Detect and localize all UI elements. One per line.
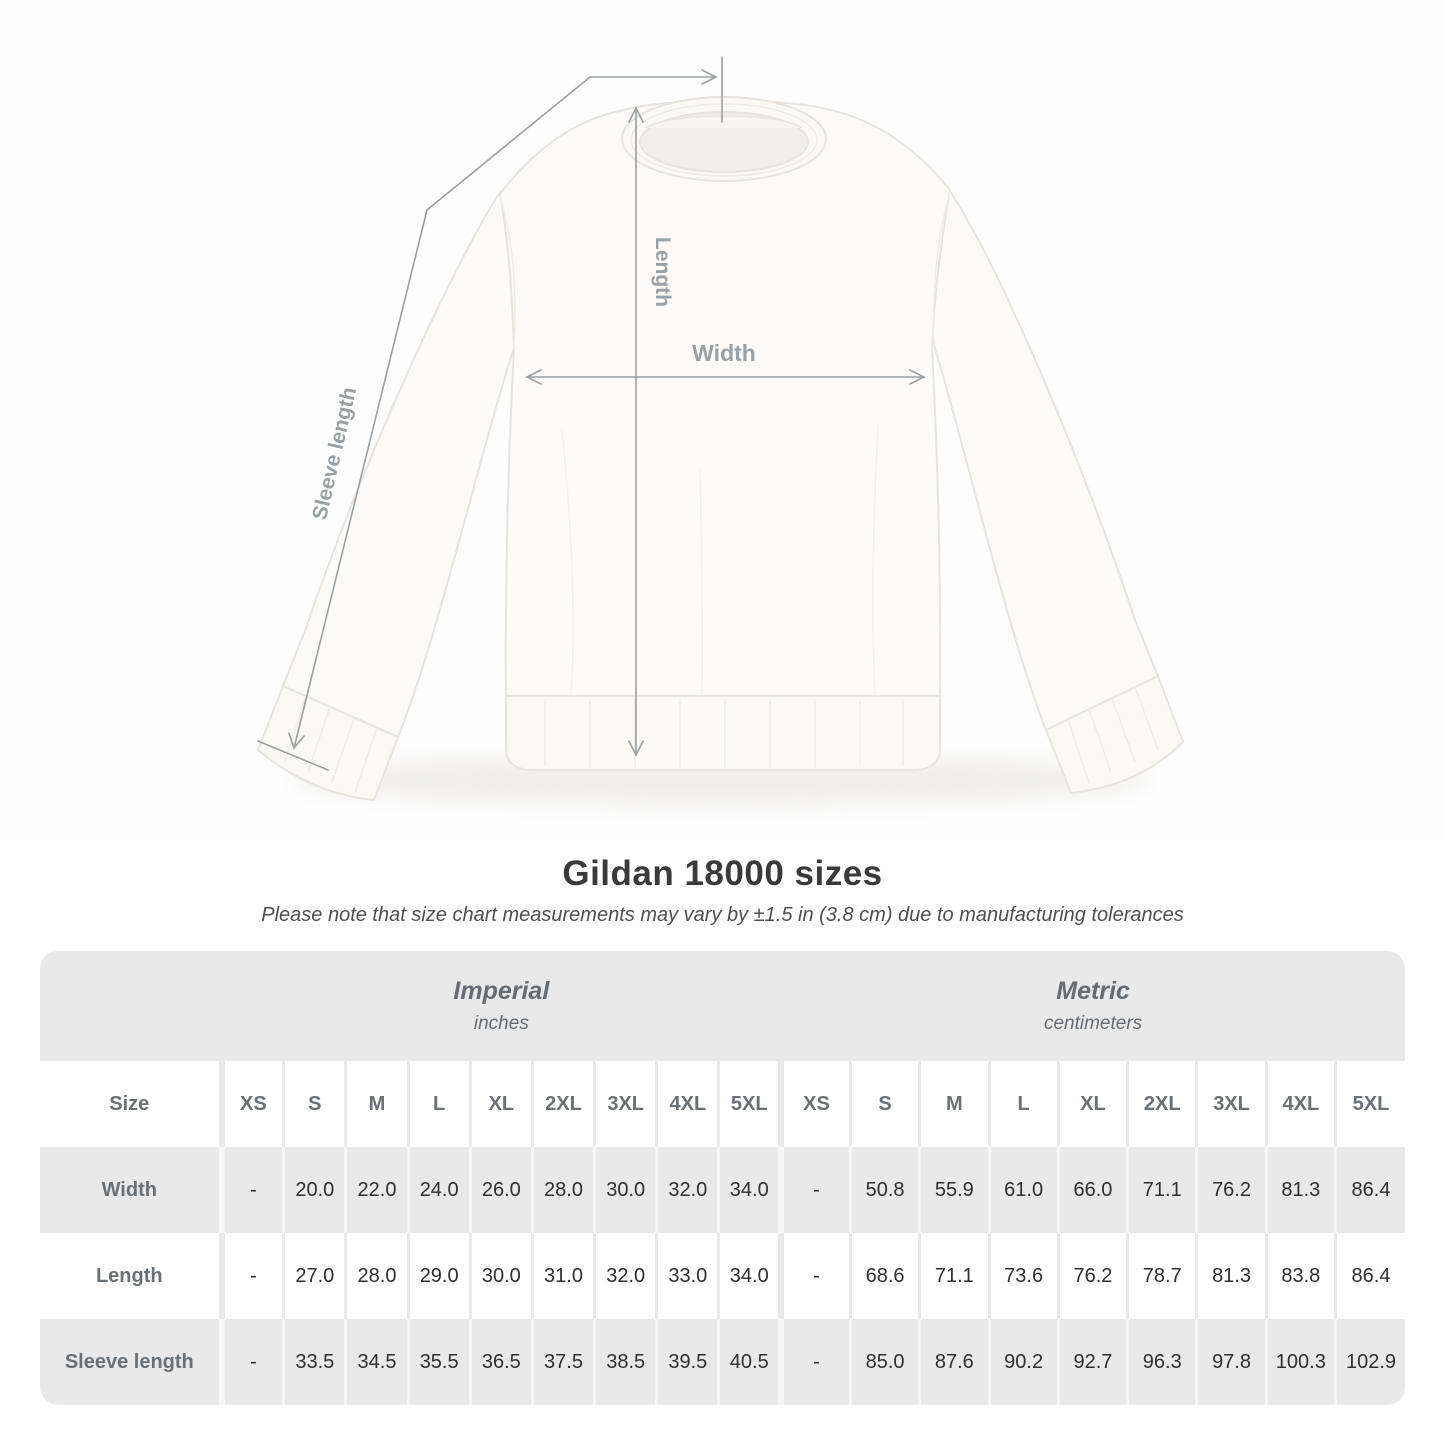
table-cell: 39.5 — [657, 1319, 719, 1405]
size-header-metric-4xl: 4XL — [1266, 1061, 1335, 1147]
table-cell: 32.0 — [595, 1233, 657, 1319]
size-header-imperial-5xl: 5XL — [719, 1061, 781, 1147]
metric-label: Metric — [1056, 977, 1130, 1005]
size-header-metric-2xl: 2XL — [1128, 1061, 1197, 1147]
table-cell: 81.3 — [1197, 1233, 1266, 1319]
size-header-imperial-2xl: 2XL — [532, 1061, 594, 1147]
table-cell: 78.7 — [1128, 1233, 1197, 1319]
table-cell: 68.6 — [850, 1233, 919, 1319]
table-cell: 32.0 — [657, 1147, 719, 1233]
table-cell: 71.1 — [920, 1233, 989, 1319]
table-cell: 20.0 — [284, 1147, 346, 1233]
row-label: Width — [40, 1147, 222, 1233]
sweatshirt-illustration — [258, 97, 1183, 800]
table-cell: 29.0 — [408, 1233, 470, 1319]
table-cell: 55.9 — [920, 1147, 989, 1233]
table-row — [40, 1147, 1405, 1233]
size-header-imperial-4xl: 4XL — [657, 1061, 719, 1147]
metric-unit: centimeters — [1043, 1013, 1143, 1034]
table-cell: 97.8 — [1197, 1319, 1266, 1405]
table-cell: - — [781, 1147, 850, 1233]
table-cell: - — [222, 1319, 284, 1405]
page-title: Gildan 18000 sizes — [562, 854, 883, 893]
size-table-container — [40, 951, 1405, 1405]
size-header-metric-xl: XL — [1058, 1061, 1127, 1147]
table-cell: - — [781, 1233, 850, 1319]
table-cell: 33.0 — [657, 1233, 719, 1319]
table-cell: 76.2 — [1197, 1147, 1266, 1233]
table-cell: 36.5 — [470, 1319, 532, 1405]
table-cell: 34.0 — [719, 1233, 781, 1319]
table-cell: 22.0 — [346, 1147, 408, 1233]
size-column-header: Size — [40, 1061, 222, 1147]
size-header-metric-3xl: 3XL — [1197, 1061, 1266, 1147]
row-label: Sleeve length — [40, 1319, 222, 1405]
table-cell: 81.3 — [1266, 1147, 1335, 1233]
table-cell: 37.5 — [532, 1319, 594, 1405]
page-subtitle: Please note that size chart measurements may vary by ±1.5 in (3.8 cm) due to manufacturing tolerances — [261, 904, 1184, 926]
left-sleeve — [283, 192, 519, 737]
table-cell: 102.9 — [1335, 1319, 1405, 1405]
table-cell: 30.0 — [595, 1147, 657, 1233]
right-sleeve — [930, 188, 1158, 730]
size-table — [40, 1061, 1405, 1405]
size-header-imperial-xs: XS — [222, 1061, 284, 1147]
size-header-metric-s: S — [850, 1061, 919, 1147]
table-cell: 35.5 — [408, 1319, 470, 1405]
imperial-label: Imperial — [453, 977, 550, 1005]
length-label: Length — [651, 237, 674, 307]
table-cell: 100.3 — [1266, 1319, 1335, 1405]
table-cell: 31.0 — [532, 1233, 594, 1319]
size-header-imperial-xl: XL — [470, 1061, 532, 1147]
metric-unit-group — [781, 977, 1405, 1035]
table-cell: - — [222, 1233, 284, 1319]
table-cell: 34.0 — [719, 1147, 781, 1233]
table-cell: 61.0 — [989, 1147, 1058, 1233]
table-cell: 27.0 — [284, 1233, 346, 1319]
table-cell: 83.8 — [1266, 1233, 1335, 1319]
table-cell: - — [781, 1319, 850, 1405]
table-cell: 30.0 — [470, 1233, 532, 1319]
table-cell: 76.2 — [1058, 1233, 1127, 1319]
imperial-unit-group — [222, 977, 782, 1035]
size-header-metric-l: L — [989, 1061, 1058, 1147]
table-cell: 66.0 — [1058, 1147, 1127, 1233]
table-cell: 38.5 — [595, 1319, 657, 1405]
table-cell: 73.6 — [989, 1233, 1058, 1319]
hem-band — [506, 696, 940, 770]
table-cell: 71.1 — [1128, 1147, 1197, 1233]
imperial-unit: inches — [473, 1013, 529, 1034]
size-header-imperial-l: L — [408, 1061, 470, 1147]
size-header-metric-xs: XS — [781, 1061, 850, 1147]
table-cell: 34.5 — [346, 1319, 408, 1405]
size-header-imperial-3xl: 3XL — [595, 1061, 657, 1147]
row-label: Length — [40, 1233, 222, 1319]
table-cell: 24.0 — [408, 1147, 470, 1233]
table-cell: 28.0 — [532, 1147, 594, 1233]
size-header-imperial-m: M — [346, 1061, 408, 1147]
table-cell: 33.5 — [284, 1319, 346, 1405]
table-row — [40, 1233, 1405, 1319]
unit-band — [40, 951, 1405, 1061]
sleeve-length-label: Sleeve length — [308, 384, 362, 523]
table-cell: 96.3 — [1128, 1319, 1197, 1405]
table-cell: 28.0 — [346, 1233, 408, 1319]
table-row — [40, 1319, 1405, 1405]
body — [500, 101, 950, 700]
table-cell: - — [222, 1147, 284, 1233]
table-cell: 90.2 — [989, 1319, 1058, 1405]
table-cell: 87.6 — [920, 1319, 989, 1405]
size-header-row — [40, 1061, 1405, 1147]
width-label: Width — [692, 340, 756, 366]
table-cell: 50.8 — [850, 1147, 919, 1233]
table-cell: 86.4 — [1335, 1147, 1405, 1233]
size-header-imperial-s: S — [284, 1061, 346, 1147]
table-cell: 40.5 — [719, 1319, 781, 1405]
table-cell: 85.0 — [850, 1319, 919, 1405]
table-cell: 92.7 — [1058, 1319, 1127, 1405]
size-header-metric-m: M — [920, 1061, 989, 1147]
table-cell: 26.0 — [470, 1147, 532, 1233]
table-cell: 86.4 — [1335, 1233, 1405, 1319]
size-header-metric-5xl: 5XL — [1335, 1061, 1405, 1147]
